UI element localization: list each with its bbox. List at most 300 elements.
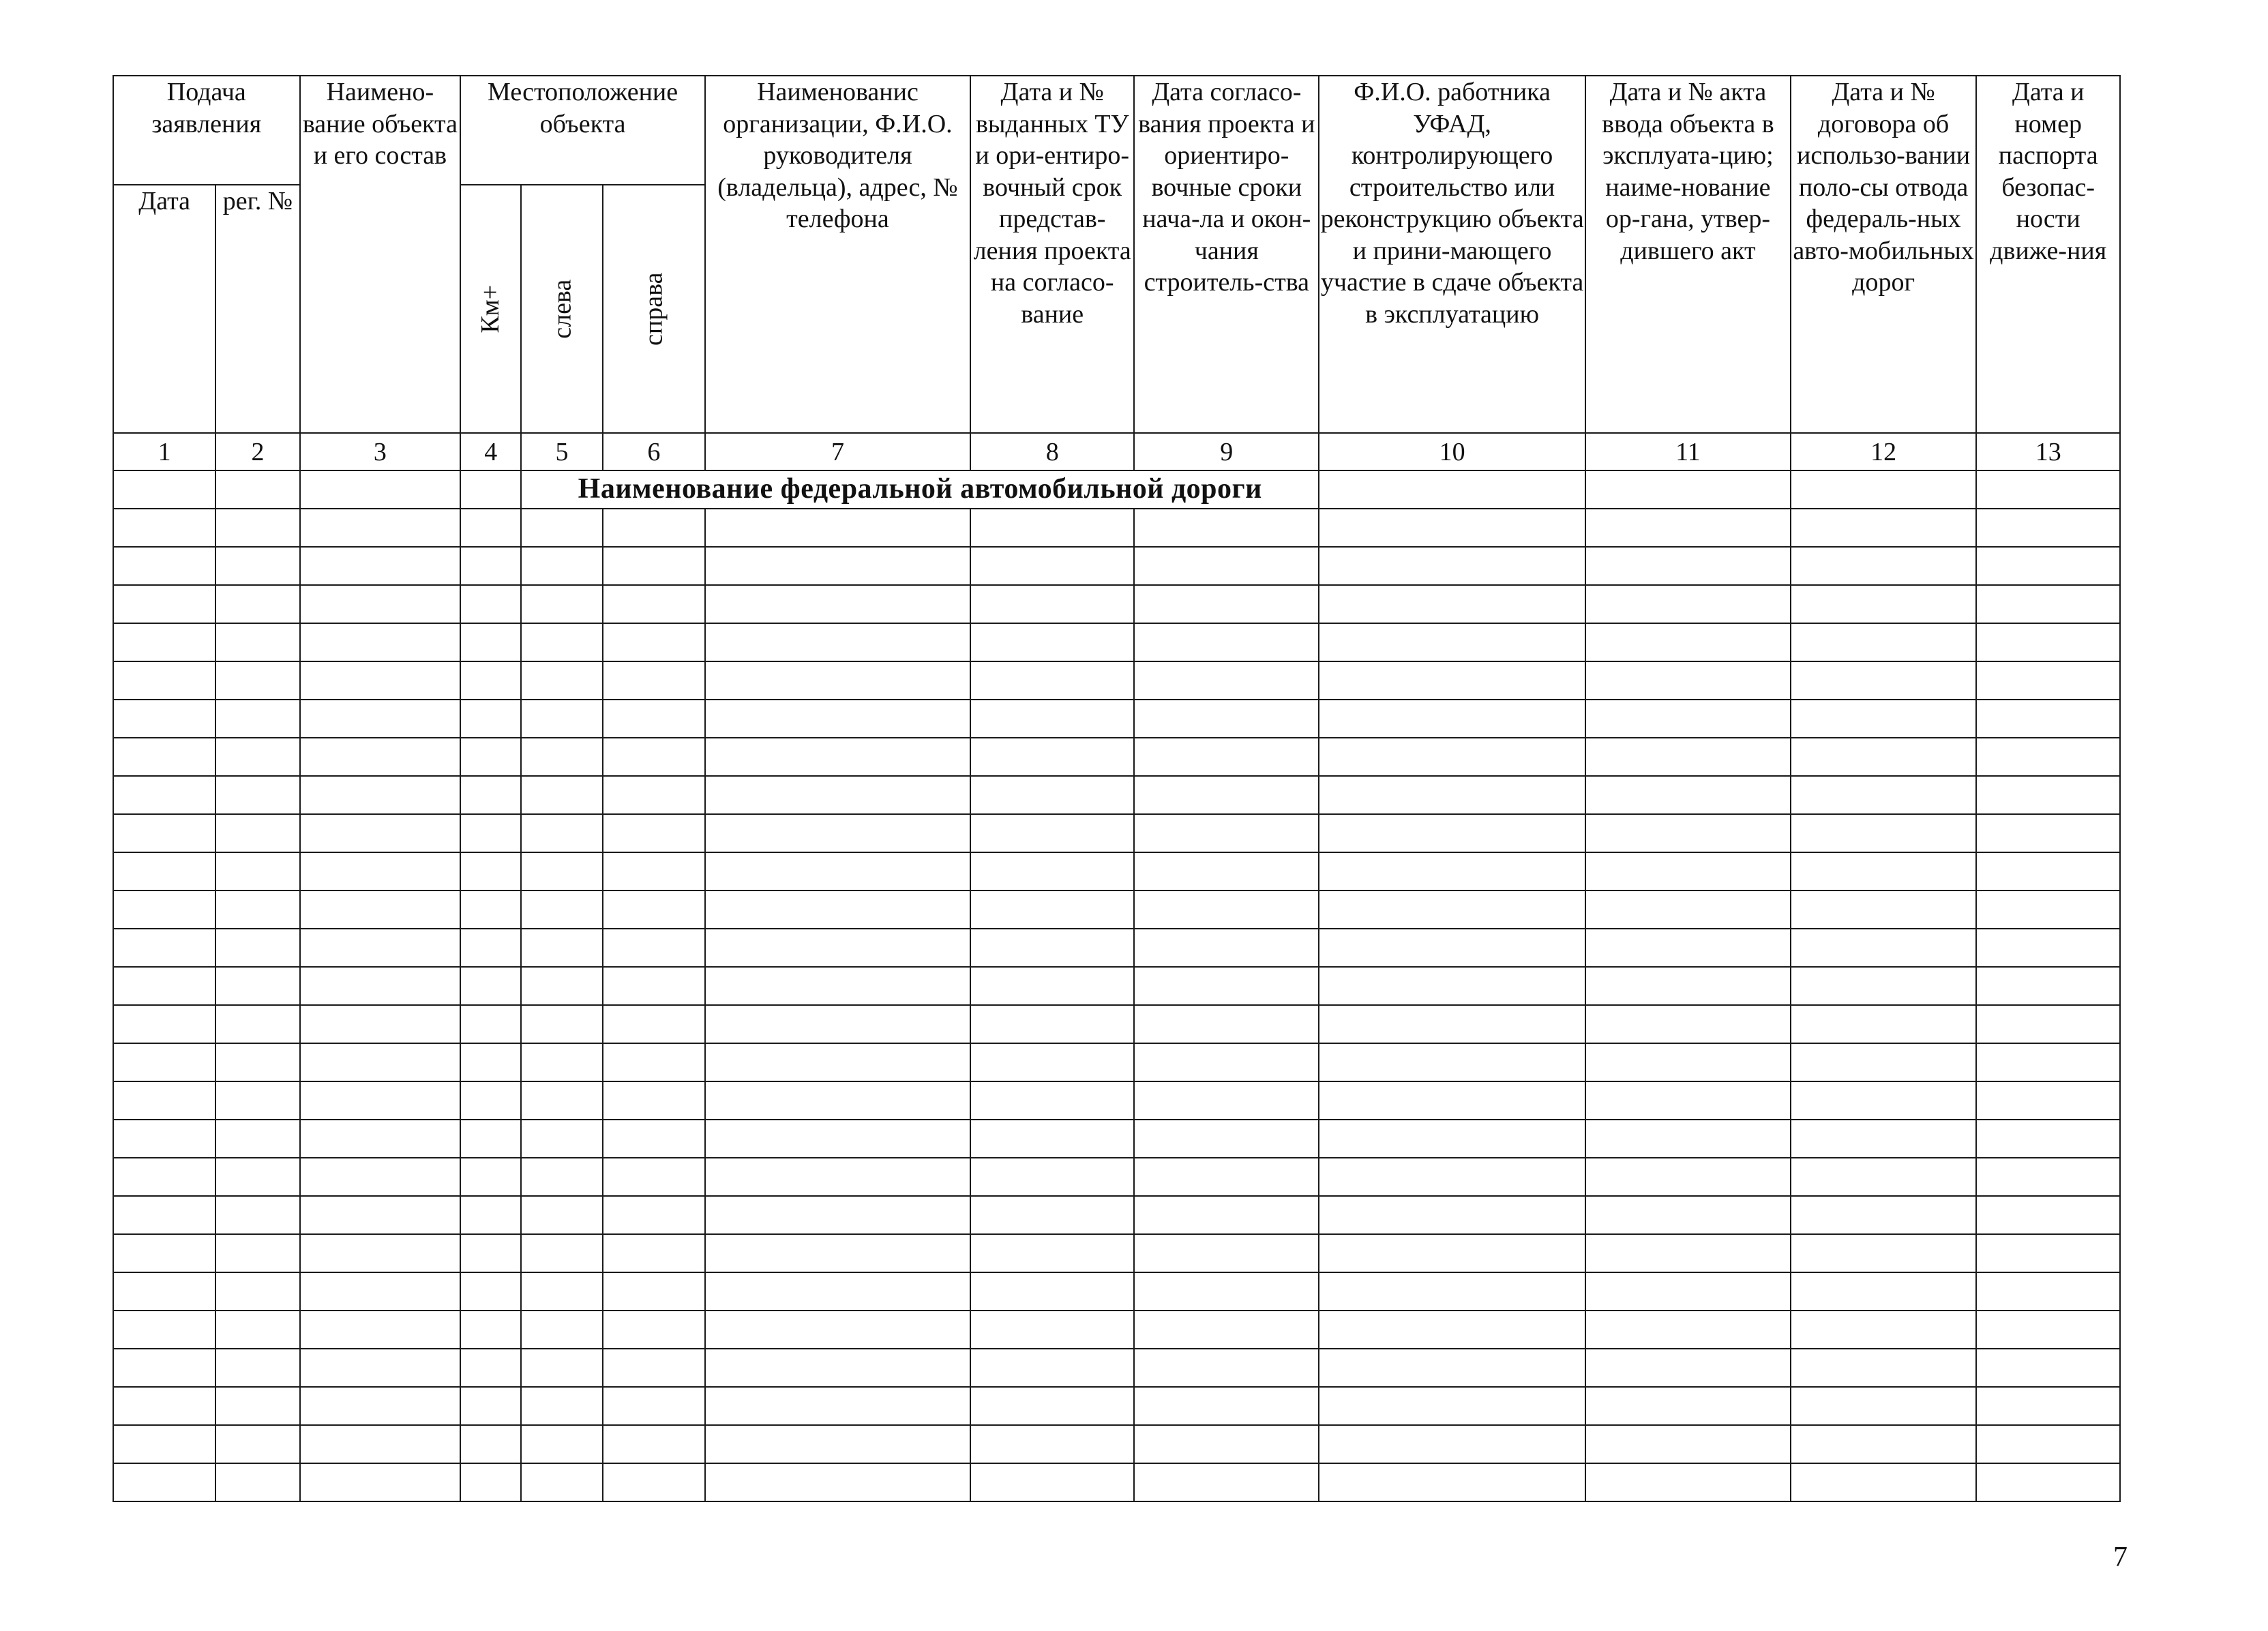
table-cell [1791,814,1977,852]
table-cell [1319,1158,1585,1196]
table-cell [1976,1120,2120,1158]
table-cell [970,1463,1135,1501]
header-reg-number: рег. № [215,185,299,433]
table-row [113,1311,2120,1349]
table-cell [1791,1158,1977,1196]
table-cell [1976,738,2120,776]
table-cell [1791,585,1977,623]
table-cell [1319,738,1585,776]
table-cell [521,738,602,776]
table-cell [1585,1463,1791,1501]
table-cell [603,891,705,929]
table-cell [521,929,602,967]
table-row [113,967,2120,1005]
table-cell [300,776,461,814]
table-cell [1319,585,1585,623]
header-ufad-worker: Ф.И.О. работника УФАД, контролирующего строительство или реконструкцию объекта и прини-мающего участие в сдаче объекта в эксплуатацию [1319,76,1585,433]
table-cell [300,470,461,509]
table-cell [1585,1425,1791,1463]
table-cell [1319,1272,1585,1311]
table-cell [215,1196,299,1234]
table-cell [1134,1349,1319,1387]
column-number: 3 [300,433,461,470]
table-cell [1319,1425,1585,1463]
table-cell [1134,1387,1319,1425]
table-cell [1585,891,1791,929]
table-row [113,585,2120,623]
table-cell [460,929,521,967]
table-cell [603,1120,705,1158]
table-cell [1319,929,1585,967]
table-cell [1976,814,2120,852]
table-cell [1976,585,2120,623]
table-cell [1134,509,1319,547]
table-cell [1319,776,1585,814]
table-cell [300,1387,461,1425]
table-cell [1134,1463,1319,1501]
table-cell [1134,1425,1319,1463]
table-cell [970,852,1135,891]
table-cell [1585,1234,1791,1272]
table-cell [1791,1272,1977,1311]
table-cell [1976,1387,2120,1425]
table-cell [215,470,299,509]
table-cell [300,661,461,700]
table-row [113,891,2120,929]
table-cell [970,776,1135,814]
table-cell [1976,1005,2120,1043]
table-cell [1585,661,1791,700]
table-cell [460,1349,521,1387]
table-row [113,509,2120,547]
table-cell [970,547,1135,585]
table-cell [1585,623,1791,661]
header-land-use-contract: Дата и № договора об использо-вании поло-сы отвода федераль-ных авто-мобильных дорог [1791,76,1977,433]
road-name-row [113,470,2120,509]
table-cell [215,623,299,661]
table-cell [603,547,705,585]
table-cell [705,1158,970,1196]
table-cell [215,547,299,585]
table-cell [1319,1387,1585,1425]
table-cell [215,1463,299,1501]
table-row [113,700,2120,738]
table-cell [215,852,299,891]
table-cell [970,814,1135,852]
table-cell [1319,852,1585,891]
table-cell [113,623,215,661]
table-cell [1791,1311,1977,1349]
table-cell [113,1158,215,1196]
header-object-name: Наимено-вание объекта и его состав [300,76,461,433]
header-row-top [113,76,2120,185]
table-cell [705,1196,970,1234]
table-row [113,814,2120,852]
table-cell [1319,891,1585,929]
header-left [521,185,602,433]
table-cell [460,1387,521,1425]
table-row [113,1196,2120,1234]
table-cell [705,929,970,967]
table-cell [1585,1196,1791,1234]
table-cell [1791,661,1977,700]
table-cell [1319,1120,1585,1158]
table-cell [603,661,705,700]
header-right-label: справа [639,272,668,346]
table-cell [1976,1081,2120,1120]
table-cell [521,1234,602,1272]
table-cell [300,891,461,929]
table-cell [1585,967,1791,1005]
table-cell [215,1120,299,1158]
table-cell [1134,852,1319,891]
table-cell [603,1196,705,1234]
header-left-label: слева [547,279,576,339]
table-cell [1585,1005,1791,1043]
table-cell [521,1196,602,1234]
column-number: 4 [460,433,521,470]
table-cell [970,891,1135,929]
table-cell [215,1234,299,1272]
table-cell [705,967,970,1005]
table-cell [1134,1005,1319,1043]
table-row [113,1425,2120,1463]
table-cell [300,1158,461,1196]
table-cell [705,814,970,852]
table-cell [300,1311,461,1349]
table-cell [460,1463,521,1501]
table-cell [113,891,215,929]
table-cell [300,967,461,1005]
table-row [113,1005,2120,1043]
table-cell [215,738,299,776]
table-cell [1976,700,2120,738]
table-cell [113,1425,215,1463]
table-cell [300,1081,461,1120]
table-cell [215,1387,299,1425]
table-cell [1585,852,1791,891]
table-cell [1134,967,1319,1005]
table-cell [300,1196,461,1234]
column-number: 12 [1791,433,1977,470]
table-cell [1791,1005,1977,1043]
table-cell [1134,929,1319,967]
table-cell [1319,700,1585,738]
table-cell [1976,623,2120,661]
table-cell [603,1043,705,1081]
table-cell [1791,1349,1977,1387]
table-cell [113,1081,215,1120]
table-cell [970,1425,1135,1463]
table-cell [603,1387,705,1425]
table-cell [460,814,521,852]
table-cell [300,1120,461,1158]
table-cell [460,547,521,585]
table-cell [521,814,602,852]
table-cell [970,738,1135,776]
table-cell [300,852,461,891]
table-cell [1134,1311,1319,1349]
table-cell [215,1425,299,1463]
table-cell [460,509,521,547]
table-cell [970,1043,1135,1081]
table-cell [1319,1311,1585,1349]
table-cell [705,1043,970,1081]
table-cell [1791,967,1977,1005]
header-km [460,185,521,433]
column-number: 7 [705,433,970,470]
table-row [113,1120,2120,1158]
table-cell [970,1349,1135,1387]
table-cell [521,967,602,1005]
table-cell [1791,1234,1977,1272]
table-cell [1791,1196,1977,1234]
table-cell [705,623,970,661]
table-cell [705,1463,970,1501]
table-cell [603,1463,705,1501]
table-cell [300,1043,461,1081]
table-cell [300,929,461,967]
table-cell [970,1311,1135,1349]
table-cell [705,1272,970,1311]
table-cell [705,1349,970,1387]
table-cell [705,1425,970,1463]
table-cell [521,585,602,623]
table-cell [1791,929,1977,967]
table-cell [1319,547,1585,585]
table-cell [1585,1387,1791,1425]
table-cell [113,929,215,967]
table-cell [1585,1349,1791,1387]
table-cell [1319,1349,1585,1387]
table-cell [521,700,602,738]
table-cell [113,1196,215,1234]
table-cell [1585,509,1791,547]
table-cell [460,967,521,1005]
table-cell [705,700,970,738]
table-cell [113,1005,215,1043]
table-cell [970,1387,1135,1425]
table-cell [1791,1387,1977,1425]
table-cell [1585,1081,1791,1120]
table-cell [1791,547,1977,585]
column-number: 1 [113,433,215,470]
header-right [603,185,705,433]
table-cell [1319,509,1585,547]
table-cell [1585,1311,1791,1349]
table-cell [1319,814,1585,852]
table-cell [460,700,521,738]
table-cell [1319,1005,1585,1043]
table-cell [1791,509,1977,547]
column-number-row [113,433,2120,470]
table-cell [705,509,970,547]
table-cell [603,814,705,852]
table-cell [970,1234,1135,1272]
table-cell [1134,1234,1319,1272]
table-cell [215,1081,299,1120]
table-cell [603,1272,705,1311]
table-cell [521,852,602,891]
table-cell [705,1234,970,1272]
table-cell [603,509,705,547]
table-cell [603,1311,705,1349]
table-cell [460,585,521,623]
table-cell [970,1272,1135,1311]
table-cell [1585,776,1791,814]
table-cell [1791,852,1977,891]
table-cell [300,509,461,547]
table-cell [1319,1463,1585,1501]
table-cell [113,1272,215,1311]
road-name-title: Наименование федеральной автомобильной дороги [578,473,1262,505]
table-cell [1791,700,1977,738]
table-cell [300,1463,461,1501]
column-number: 11 [1585,433,1791,470]
table-row [113,623,2120,661]
table-cell [705,1081,970,1120]
column-number: 8 [970,433,1135,470]
table-cell [970,1081,1135,1120]
table-cell [215,1311,299,1349]
table-cell [113,661,215,700]
table-cell [705,891,970,929]
table-cell [1976,1311,2120,1349]
table-cell [113,852,215,891]
table-cell [1976,509,2120,547]
table-cell [300,1234,461,1272]
header-km-label: Км+ [476,284,505,333]
table-cell [460,1158,521,1196]
table-cell [1791,1081,1977,1120]
table-cell [603,776,705,814]
table-cell [1585,1272,1791,1311]
column-number: 5 [521,433,602,470]
header-commissioning-act: Дата и № акта ввода объекта в эксплуата-цию; наиме-нование ор-гана, утвер-дившего акт [1585,76,1791,433]
table-cell [300,623,461,661]
page-number: 7 [2113,1542,2128,1573]
table-cell [1134,1272,1319,1311]
column-number: 9 [1134,433,1319,470]
table-cell [1134,1158,1319,1196]
table-cell [1791,1043,1977,1081]
table-cell [1976,1425,2120,1463]
table-cell [970,661,1135,700]
table-cell [113,585,215,623]
table-cell [1976,1272,2120,1311]
table-cell [705,852,970,891]
table-cell [1134,814,1319,852]
table-cell [1134,700,1319,738]
table-cell [603,1234,705,1272]
table-cell [1976,1043,2120,1081]
header-date: Дата [113,185,215,433]
table-cell [1976,1349,2120,1387]
table-cell [1134,661,1319,700]
table-row [113,1349,2120,1387]
table-cell [1976,891,2120,929]
table-cell [603,1005,705,1043]
table-cell [215,967,299,1005]
table-cell [970,700,1135,738]
table-cell [1319,1196,1585,1234]
table-cell [113,738,215,776]
table-cell [1585,929,1791,967]
table-cell [1134,1196,1319,1234]
table-cell [705,738,970,776]
table-cell [460,776,521,814]
table-cell [1791,891,1977,929]
table-cell [1585,547,1791,585]
table-cell [603,623,705,661]
table-cell [521,1272,602,1311]
table-cell [521,509,602,547]
table-cell [113,1463,215,1501]
table-cell [460,1081,521,1120]
table-row [113,661,2120,700]
table-cell [970,967,1135,1005]
table-cell [603,852,705,891]
table-cell [603,967,705,1005]
table-cell [215,509,299,547]
table-cell [113,814,215,852]
table-cell [1319,967,1585,1005]
table-cell [215,1043,299,1081]
header-application: Подача заявления [113,76,300,185]
table-cell [705,1120,970,1158]
table-cell [521,1043,602,1081]
table-cell [521,1349,602,1387]
table-cell [300,585,461,623]
table-cell [521,1158,602,1196]
table-cell [113,776,215,814]
table-cell [300,1005,461,1043]
table-cell [521,661,602,700]
table-cell [1134,585,1319,623]
table-cell [1976,1158,2120,1196]
table-row [113,1387,2120,1425]
table-cell [1976,852,2120,891]
table-cell [460,1196,521,1234]
table-cell [1134,547,1319,585]
table-cell [970,1196,1135,1234]
table-cell [215,661,299,700]
table-cell [970,623,1135,661]
table-row [113,1272,2120,1311]
table-cell [460,623,521,661]
table-cell [705,776,970,814]
table-cell [603,1349,705,1387]
table-cell [113,1043,215,1081]
table-cell [1976,1234,2120,1272]
table-cell [460,1272,521,1311]
table-row [113,1234,2120,1272]
table-cell [300,814,461,852]
table-cell [521,776,602,814]
header-safety-passport: Дата и номер паспорта безопас-ности движе-ния [1976,76,2120,433]
table-cell [113,700,215,738]
table-cell [521,1311,602,1349]
table-cell [460,738,521,776]
road-name-cell [521,470,1319,509]
table-cell [1319,1043,1585,1081]
table-cell [300,738,461,776]
table-cell [1134,1120,1319,1158]
table-cell [215,776,299,814]
table-cell [215,891,299,929]
table-cell [113,1311,215,1349]
table-cell [1976,547,2120,585]
